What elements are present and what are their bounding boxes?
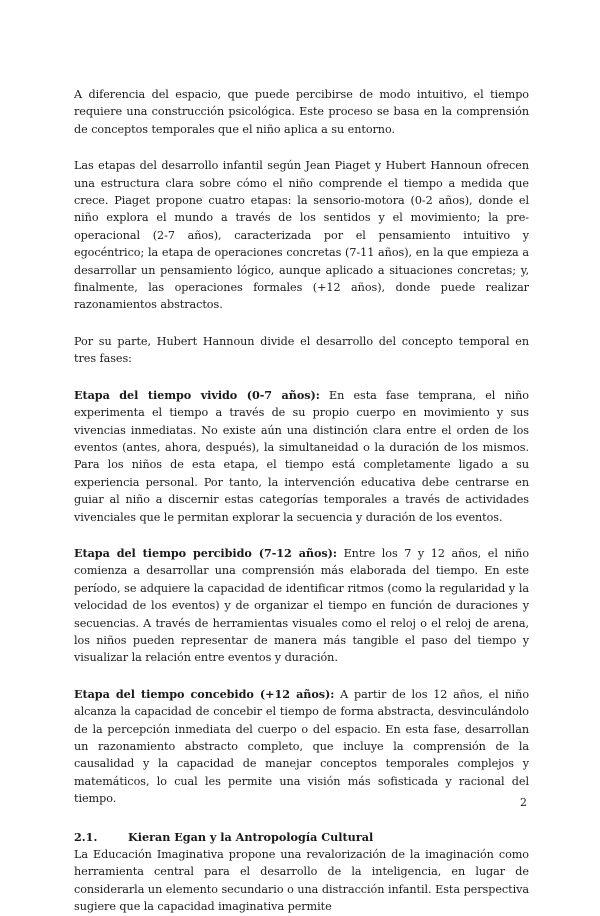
paragraph-piaget-stages (74, 157, 529, 314)
paragraph-hannoun-intro (74, 333, 529, 368)
paragraph-text: A diferencia del espacio, que puede percibirse de modo intuitivo, el tiempo requiere una construcción psicológica. Este proceso se basa en la comprensión de conceptos temporales que el niño aplica a su entorno. (74, 88, 529, 136)
paragraph-educacion-imaginativa (74, 846, 529, 916)
paragraph-text: Entre los 7 y 12 años, el niño comienza a desarrollar una comprensión más elaborada del tiempo. En este período, se adquiere la capacidad de identificar ritmos (como la regularidad y la velocidad de los eventos) y de organizar el tiempo en función de duraciones y secuencias. A través de herramientas visuales como el reloj o el reloj de arena, los niños pueden representar de manera más tangible el paso del tiempo y visualizar la relación entre eventos y duración. (74, 546, 530, 665)
stage-lead: Etapa del tiempo concebido (+12 años): (74, 686, 335, 701)
paragraph-text: A partir de los 12 años, el niño alcanza la capacidad de concebir el tiempo de forma abstracta, desvinculándolo de la percepción inmediata del cuerpo o del espacio. En esta fase, desarrollan un razonamiento abstracto completo, que incluye la comprensión de la causalidad y la capacidad de manejar conceptos temporales complejos y matemáticos, lo cual les permite una visión más sofisticada y racional del tiempo. (74, 687, 530, 806)
stage-lead: Etapa del tiempo vivido (0-7 años): (74, 387, 320, 402)
paragraph-tiempo-concebido (74, 686, 529, 808)
section-heading (34, 829, 529, 846)
section-number: 2.1. (74, 829, 98, 844)
paragraph-tiempo-vivido (74, 387, 529, 526)
section-title: Kieran Egan y la Antropología Cultural (128, 829, 374, 844)
paragraph-tiempo-percibido (74, 545, 529, 667)
paragraph-text: En esta fase temprana, el niño experimenta el tiempo a través de su propio cuerpo en movimiento y sus vivencias inmediatas. No existe aún una distinción clara entre el orden de los eventos (antes, ahora, después), la simultaneidad o la duración de los mismos. Para los niños de esta etapa, el tiempo está completamente ligado a su experiencia personal. Por tanto, la intervención educativa debe centrarse en guiar al niño a discernir estas categorías temporales a través de actividades vivenciales que le permitan explorar la secuencia y duración de los eventos. (74, 388, 529, 524)
page-number: 2 (520, 796, 527, 809)
document-page (74, 86, 529, 916)
paragraph-text: Por su parte, Hubert Hannoun divide el desarrollo del concepto temporal en tres fases: (74, 334, 529, 366)
paragraph-intro (74, 86, 529, 138)
paragraph-text: Las etapas del desarrollo infantil según Jean Piaget y Hubert Hannoun ofrecen una estructura clara sobre cómo el niño comprende el tiempo a medida que crece. Piaget propone cuatro etapas: la sensorio-motora (0-2 años), donde el niño explora el mundo a través de los sentidos y el movimiento; la pre-operacional (2-7 años), caracterizada por el pensamiento intuitivo y egocéntrico; la etapa de operaciones concretas (7-11 años), en la que empieza a desarrollar un pensamiento lógico, aunque aplicado a situaciones concretas; y, finalmente, las operaciones formales (+12 años), donde puede realizar razonamientos abstractos. (74, 159, 529, 312)
stage-lead: Etapa del tiempo percibido (7-12 años): (74, 545, 337, 560)
paragraph-text: La Educación Imaginativa propone una revalorización de la imaginación como herramienta central para el desarrollo de la inteligencia, en lugar de considerarla un elemento secundario o una distracción infantil. Esta perspectiva sugiere que la capacidad imaginativa permite (74, 848, 529, 914)
